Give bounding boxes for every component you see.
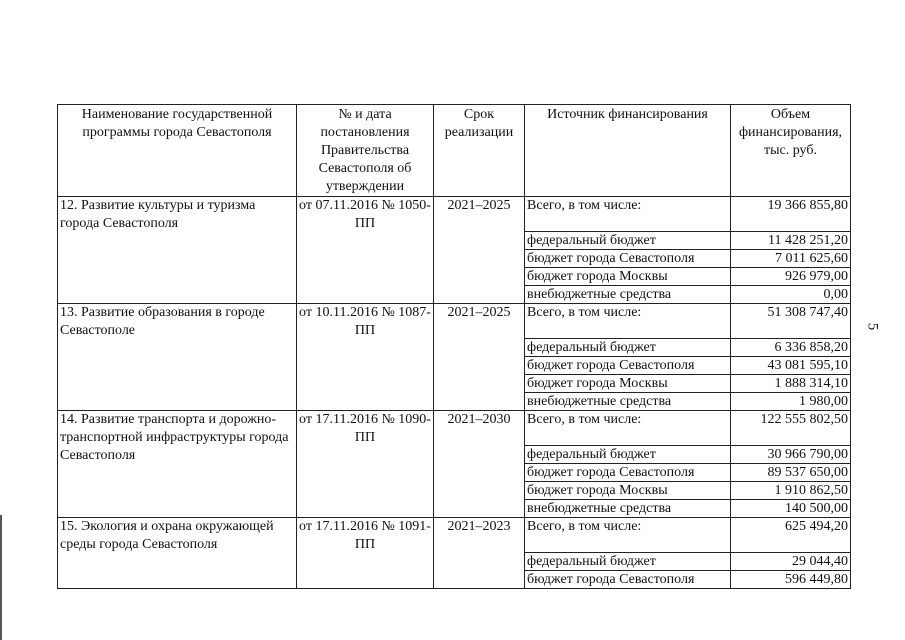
funding-source: Всего, в том числе: <box>525 197 731 232</box>
funding-source: бюджет города Севастополя <box>525 571 731 589</box>
funding-amount: 89 537 650,00 <box>731 464 851 482</box>
funding-amount: 122 555 802,50 <box>731 411 851 446</box>
funding-source: бюджет города Москвы <box>525 268 731 286</box>
funding-amount: 140 500,00 <box>731 500 851 518</box>
funding-source: бюджет города Севастополя <box>525 464 731 482</box>
funding-source: Всего, в том числе: <box>525 518 731 553</box>
funding-source: федеральный бюджет <box>525 232 731 250</box>
funding-source: Всего, в том числе: <box>525 411 731 446</box>
header-source: Источник финансирования <box>525 105 731 197</box>
program-row <box>58 518 851 553</box>
funding-source: бюджет города Москвы <box>525 375 731 393</box>
header-decree: № и дата постановления Правительства Севастополя об утверждении <box>297 105 434 197</box>
table-header-row <box>58 105 851 197</box>
funding-source: Всего, в том числе: <box>525 304 731 339</box>
funding-amount: 926 979,00 <box>731 268 851 286</box>
funding-amount: 7 011 625,60 <box>731 250 851 268</box>
table-body <box>58 197 851 589</box>
funding-amount: 51 308 747,40 <box>731 304 851 339</box>
funding-amount: 6 336 858,20 <box>731 339 851 357</box>
header-program-name: Наименование государственной программы города Севастополя <box>58 105 297 197</box>
header-amount: Объем финансирования, тыс. руб. <box>731 105 851 197</box>
funding-amount: 625 494,20 <box>731 518 851 553</box>
funding-amount: 1 910 862,50 <box>731 482 851 500</box>
funding-amount: 29 044,40 <box>731 553 851 571</box>
page-number: 5 <box>864 322 881 331</box>
program-decree: от 07.11.2016 № 1050-ПП <box>297 197 434 304</box>
program-row <box>58 197 851 232</box>
program-name: 14. Развитие транспорта и дорожно-транспортной инфраструктуры города Севастополя <box>58 411 297 518</box>
program-period: 2021–2025 <box>434 197 525 304</box>
program-period: 2021–2030 <box>434 411 525 518</box>
financing-table <box>57 104 851 589</box>
funding-source: внебюджетные средства <box>525 286 731 304</box>
funding-amount: 596 449,80 <box>731 571 851 589</box>
program-name: 13. Развитие образования в городе Севастополе <box>58 304 297 411</box>
program-name: 15. Экология и охрана окружающей среды города Севастополя <box>58 518 297 589</box>
funding-source: федеральный бюджет <box>525 339 731 357</box>
funding-amount: 1 888 314,10 <box>731 375 851 393</box>
funding-source: федеральный бюджет <box>525 446 731 464</box>
funding-amount: 19 366 855,80 <box>731 197 851 232</box>
funding-source: федеральный бюджет <box>525 553 731 571</box>
funding-amount: 43 081 595,10 <box>731 357 851 375</box>
funding-source: бюджет города Севастополя <box>525 357 731 375</box>
funding-source: внебюджетные средства <box>525 393 731 411</box>
program-decree: от 10.11.2016 № 1087-ПП <box>297 304 434 411</box>
funding-amount: 1 980,00 <box>731 393 851 411</box>
program-name: 12. Развитие культуры и туризма города Севастополя <box>58 197 297 304</box>
program-row <box>58 304 851 339</box>
funding-amount: 30 966 790,00 <box>731 446 851 464</box>
program-period: 2021–2025 <box>434 304 525 411</box>
funding-source: бюджет города Севастополя <box>525 250 731 268</box>
program-decree: от 17.11.2016 № 1091-ПП <box>297 518 434 589</box>
program-period: 2021–2023 <box>434 518 525 589</box>
scan-edge-line <box>0 515 2 640</box>
funding-source: внебюджетные средства <box>525 500 731 518</box>
program-row <box>58 411 851 446</box>
funding-amount: 0,00 <box>731 286 851 304</box>
funding-amount: 11 428 251,20 <box>731 232 851 250</box>
header-period: Срок реализации <box>434 105 525 197</box>
funding-source: бюджет города Москвы <box>525 482 731 500</box>
program-decree: от 17.11.2016 № 1090-ПП <box>297 411 434 518</box>
